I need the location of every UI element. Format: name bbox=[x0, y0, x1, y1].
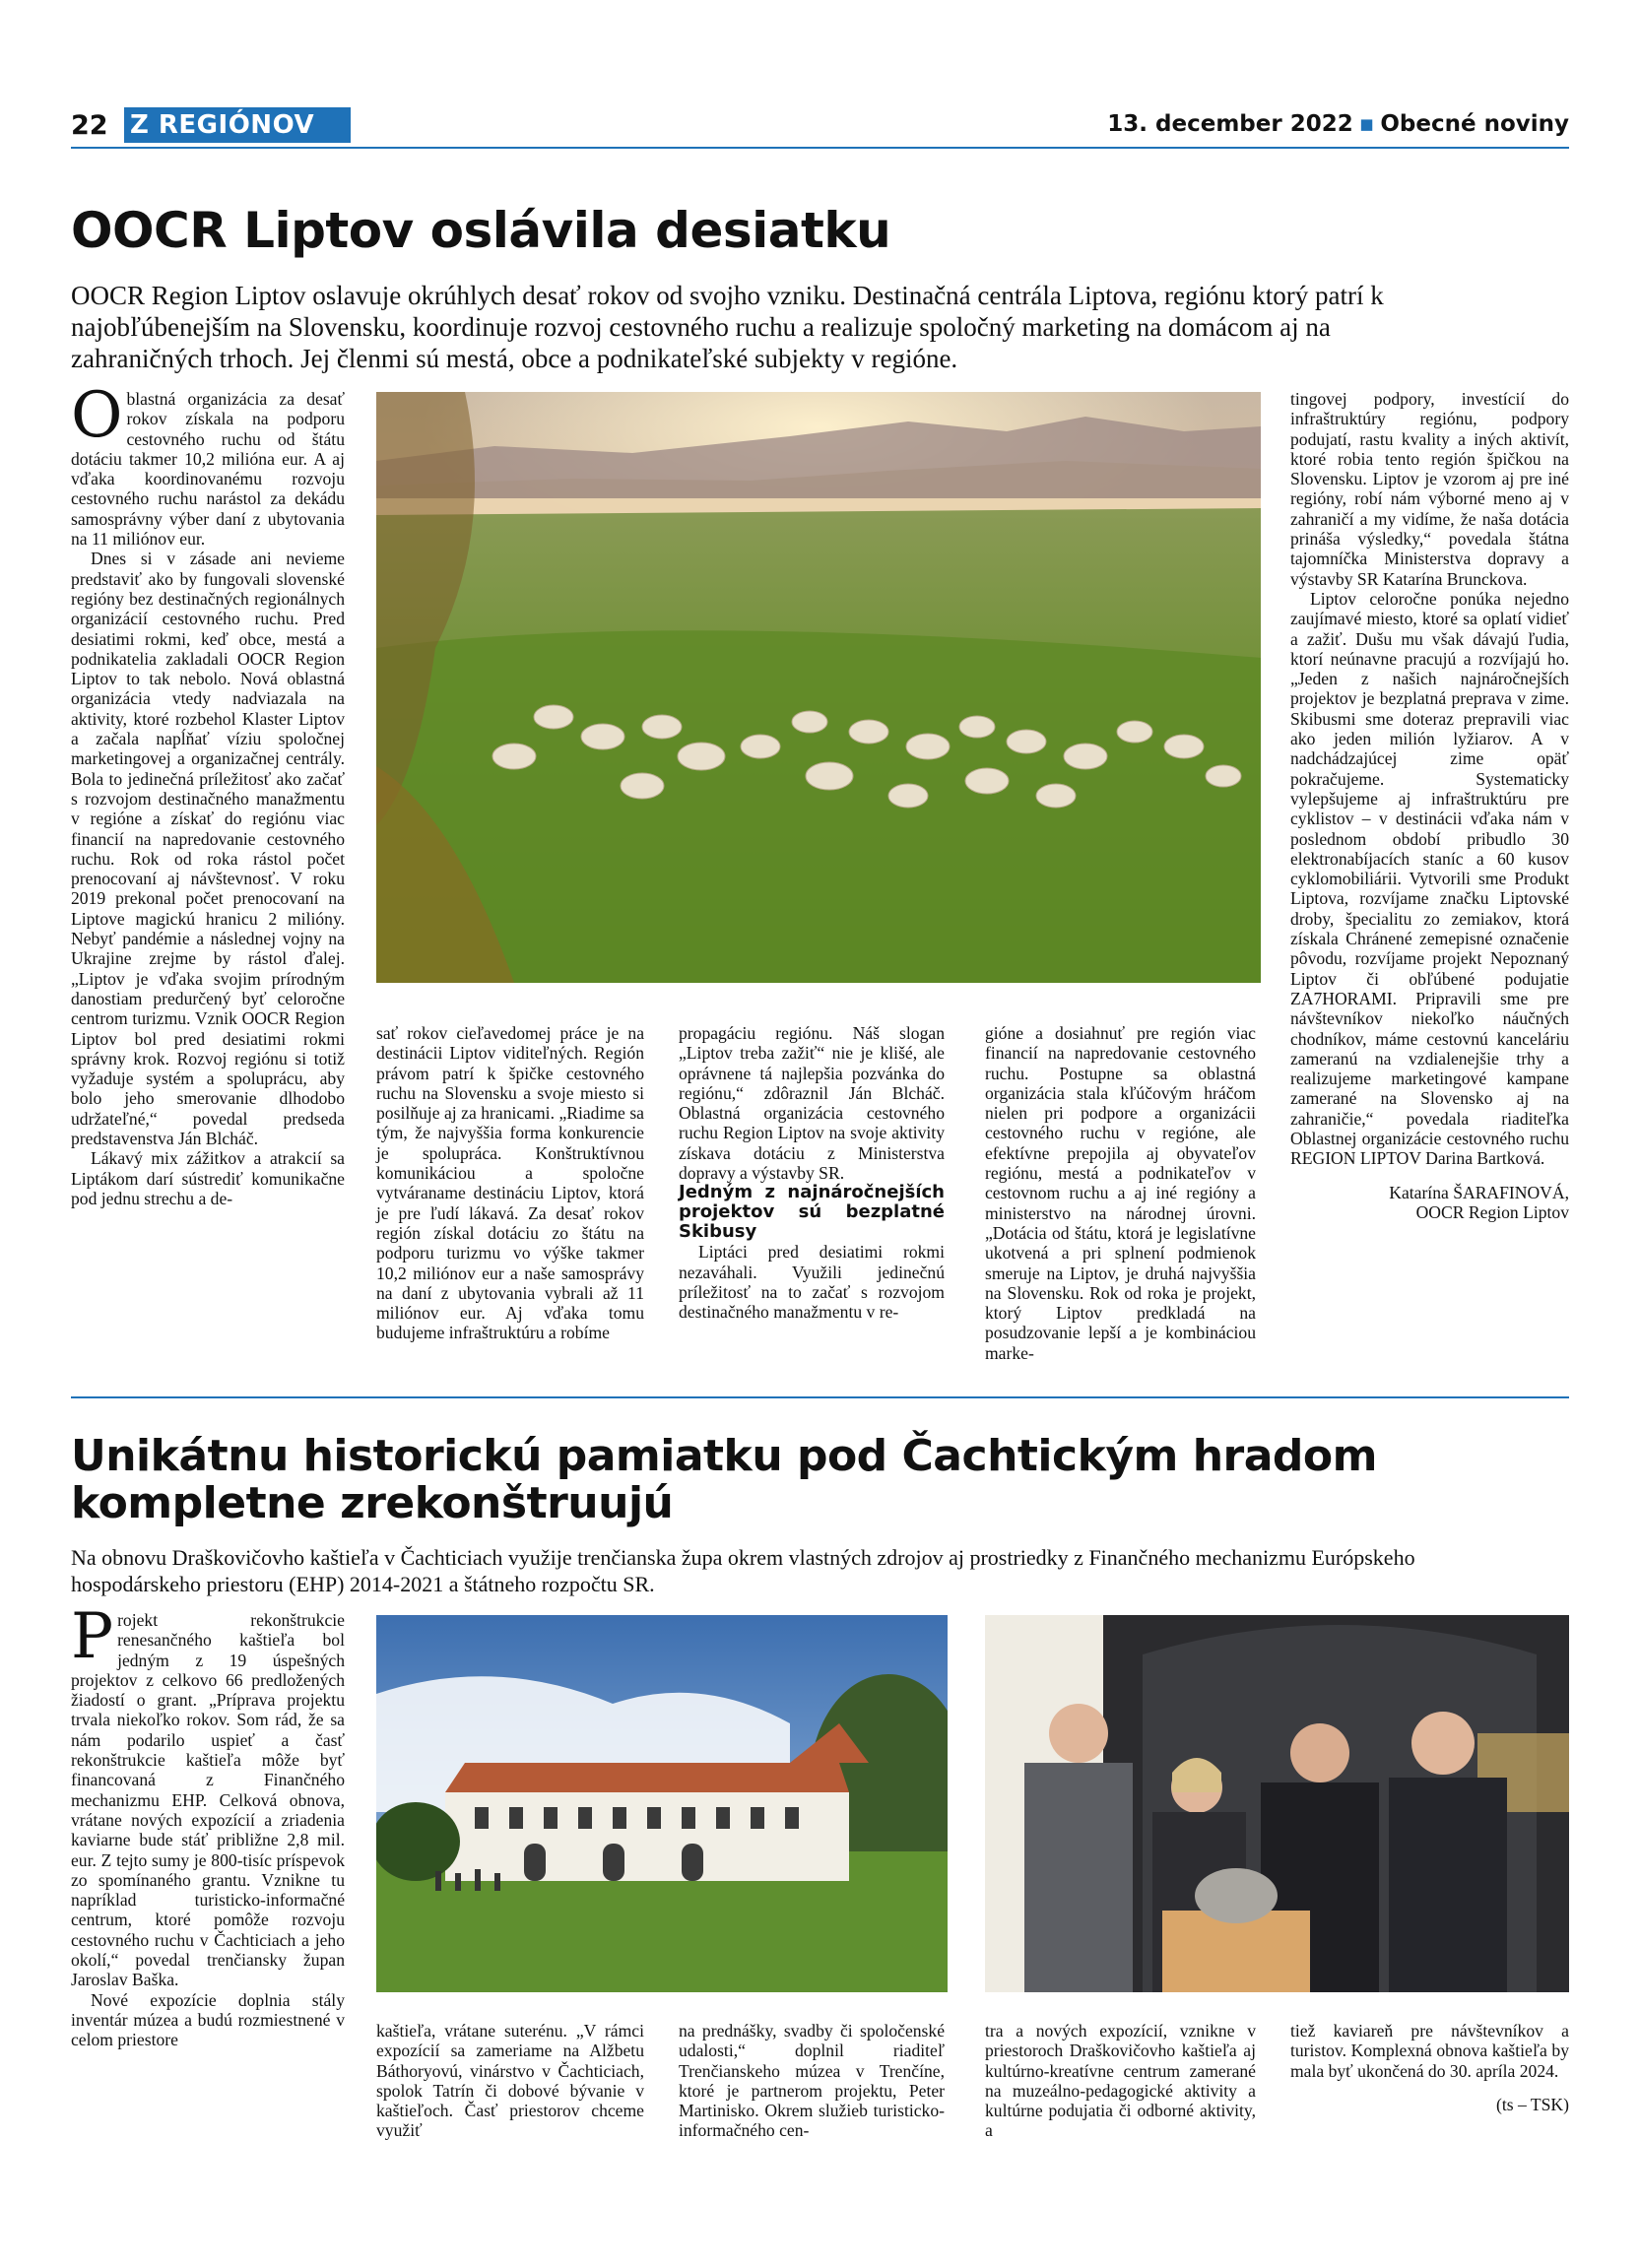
article1-byline bbox=[1290, 1183, 1569, 1223]
photo-officials-graphic bbox=[985, 1615, 1569, 1992]
article1-col4-text: gióne a dosiahnuť pre región viac financií na napredovanie cestovného ruchu. Postupne sa oblastná organizácia stala kľúčovým hráčom nielen pri podpore a organizácii cestovného ruchu v regióne, ale efektívne prepojila aj obyvateľov regiónu, mestá a podnikateľov v cestovnom ruchu a aj iné regióny a ministerstvo na národnej úrovni. „Dotácia od štátu, ktorá je legislatívne ukotvená a pri splnení podmienok smeruje na Liptov, je druhá najvyššia na Slovensku. Rok od roka je projekt, ktorý Liptov predkladá na posudzovanie lepší a je kombináciou marke- bbox=[985, 1023, 1256, 1363]
article1-col3-text-b: Liptáci pred desiatimi rokmi nezaváhali. Využili jedinečnú príležitosť na to začať s rozvojom destinačného manažmentu v re- bbox=[679, 1242, 945, 1323]
article1-subhead: Jedným z najnáročnejších projektov sú bezplatné Skibusy bbox=[679, 1182, 945, 1243]
article2-column-5 bbox=[1290, 2021, 1569, 2114]
byline-organization: OOCR Region Liptov bbox=[1415, 1201, 1569, 1222]
article1-column-1 bbox=[71, 379, 345, 1208]
masthead-info bbox=[1107, 111, 1569, 137]
article1-column-4 bbox=[985, 1023, 1256, 1363]
article2-column-3 bbox=[679, 2021, 945, 2141]
article1-col5-p1: tingovej podpory, investícií do infraštruktúry regiónu, podpory podujatí, rastu kvality a iných aktivít, ktoré robia tento región špičkou na Slovensku. Liptov je vzorom aj pre iné regióny, robí nám výborné meno aj v zahraničí a my vidíme, že naša dotácia prináša výsledky,“ povedala štátna tajomníčka Ministerstva dopravy a výstavby SR Katarína Brunckova. bbox=[1290, 389, 1569, 589]
article2-title-line1: Unikátnu historickú pamiatku pod Čachtickým hradom bbox=[71, 1431, 1377, 1481]
article1-lead: OOCR Region Liptov oslavuje okrúhlych desať rokov od svojho vzniku. Destinačná centrála Liptova, regiónu ktorý patrí k najobľúbenejším na Slovensku, koordinuje rozvoj cestovného ruchu a realizuje spoločný marketing na domácom aj na zahraničných trhoch. Jej členmi sú mestá, obce a podnikateľské subjekty v regióne. bbox=[71, 281, 1384, 373]
article2-title-line2: kompletne zrekonštruujú bbox=[71, 1478, 674, 1528]
article2-column-2 bbox=[376, 2021, 644, 2141]
photo-officials-foundation-stone bbox=[985, 1615, 1569, 1992]
article2-column-1 bbox=[71, 1600, 345, 2050]
photo-liptov-graphic bbox=[376, 392, 1261, 983]
drop-cap: O bbox=[71, 379, 123, 452]
separator-dot: ▪ bbox=[1358, 111, 1375, 137]
article1-col1-p1: blastná organizácia za desať rokov získala na podporu cestovného ruchu od štátu dotáciu takmer 10,2 milióna eur. A aj vďaka koordinovanému rozvoju cestovného ruchu narástol za dekádu samosprávny výber daní z ubytovania na 11 miliónov eur. bbox=[71, 389, 345, 550]
article1-col1-p2: Dnes si v zásade ani nevieme predstaviť ako by fungovali slovenské regióny bez destinačných regionálnych organizácií cestovného ruchu. Pred desiatimi rokmi, keď obce, mestá a podnikatelia zakladali OOCR Region Liptov to tak nebolo. Nová oblastná organizácia vtedy nadviazala na aktivity, ktoré rozbehol Klaster Liptov a začala napĺňať víziu spoločnej marketingovej a organizačnej centrály. Bola to jedinečná príležitosť ako začať s rozvojom destinačného manažmentu v regióne a získať do regiónu viac financií na napredovanie cestovného ruchu. Rok od roka rástol počet prenocovaní aj návštevnosť. V roku 2019 prekonal počet prenocovaní na Liptove magickú hranicu 2 milióny. Nebyť pandémie a následnej vojny na Ukrajine zrejme by rástol ďalej. „Liptov je vďaka svojim prírodným danostiam predurčený byť celoročne centrom turizmu. Vznik OOCR Region Liptov bol pred desiatimi rokmi správny krok. Rozvoj regiónu si totiž vyžaduje systém a spoluprácu, aby bolo jeho smerovanie dlhodobo udržateľné,“ povedal predseda predstavenstva Ján Blcháč. bbox=[71, 549, 345, 1148]
photo-manor-graphic bbox=[376, 1615, 948, 1992]
article2-column-4 bbox=[985, 2021, 1256, 2141]
article2-col4-text: tra a nových expozícií, vznikne v priestoroch Draškovičovho kaštieľa aj kultúrno-kreatívne centrum zamerané na muzeálno-pedagogické aktivity a kultúrne podujatia či odborné aktivity, a bbox=[985, 2021, 1256, 2141]
photo-liptov-sheep-meadow bbox=[376, 392, 1261, 983]
article1-col1-p3: Lákavý mix zážitkov a atrakcií sa Liptákom darí sústrediť komunikačne pod jednu strechu a de- bbox=[71, 1148, 345, 1208]
header-rule bbox=[71, 147, 1569, 149]
article2-col2-text: kaštieľa, vrátane suterénu. „V rámci expozícií sa zameriame na Alžbetu Báthoryovú, vinárstvo v Čachticiach, spolok Tatrín či dobové bývanie v kaštieľoch. Časť priestorov chceme využiť bbox=[376, 2021, 644, 2141]
section-label: Z REGIÓNOV bbox=[124, 107, 351, 143]
article1-col3-text-a: propagáciu regiónu. Náš slogan „Liptov treba zažiť“ nie je klišé, ale oprávnene tá najlepšia pozvánka do regiónu,“ zdôraznil Ján Blcháč. Oblastná organizácia cestovného ruchu Region Liptov na svoje aktivity získava dotáciu z Ministerstva dopravy a výstavby SR. bbox=[679, 1023, 945, 1184]
article2-lead: Na obnovu Draškovičovho kaštieľa v Čachticiach využije trenčianska župa okrem vlastných zdrojov aj prostriedky z Finančného mechanizmu Európskeho hospodárskeho priestoru (EHP) 2014-2021 a štátneho rozpočtu SR. bbox=[71, 1545, 1415, 1596]
photo-draskovic-manor bbox=[376, 1615, 948, 1992]
article1-column-3 bbox=[679, 1023, 945, 1323]
issue-date: 13. december 2022 bbox=[1107, 111, 1353, 137]
article1-col5-p2: Liptov celoročne ponúka nejedno zaujímavé miesto, ktoré sa oplatí vidieť a zažiť. Dušu mu však dávajú ľudia, ktorí neúnavne pracujú a rozvíjajú ho. „Jeden z našich najnáročnejších projektov je bezplatná preprava v zime. Skibusmi sme doteraz prepravili viac ako jeden milión lyžiarov. A v nadchádzajúcej zime opäť pokračujeme. Systematicky vylepšujeme aj infraštruktúru pre cyklistov – v destinácii vďaka nám v poslednom období pribudlo 30 elektronabíjacích staníc a 60 kusov cyklomobiliárii. Vytvorili sme Produkt Liptova, rozvíjame značku Liptovské droby, špecialitu zo zemiakov, ktorá získala Chránené zemepisné označenie pôvodu, rozvíjame projekt Nepoznaný Liptov či obľúbené podujatie ZA7HORAMI. Pripravili sme pre návštevníkov niekoľko náučných chodníkov, máme cestovnú kanceláriu zameranú na vzdialenejšie trhy a realizujeme marketingové kampane zamerané na Slovensko aj na zahraničie,“ povedala riaditeľka Oblastnej organizácie cestovného ruchu REGION LIPTOV Darina Bartková. bbox=[1290, 588, 1569, 1169]
article-divider bbox=[71, 1396, 1569, 1398]
article2-col1-p2: Nové expozície doplnia stály inventár múzea a budú rozmiestnené v celom priestore bbox=[71, 1989, 345, 2050]
article1-column-5 bbox=[1290, 389, 1569, 1222]
article2-title bbox=[71, 1433, 1548, 1527]
article1-col2-text: sať rokov cieľavedomej práce je na destinácii Liptov viditeľných. Región právom patrí k špičke cestovného ruchu na Slovensku a svoje miesto si posilňuje aj za hranicami. „Riadime sa tým, že najvyššia forma konkurencie je spolupráca. Konštruktívnou komunikáciou a spoločne vytváraname destináciu Liptov, ktorá je pre ľudí lákavá. Za desať rokov región získal dotáciu zo štátu na podporu turizmu vo výške takmer 10,2 miliónov eur a naše samosprávy na daní z ubytovania vybrali až 11 miliónov eur. Aj vďaka tomu budujeme infraštruktúru a robíme bbox=[376, 1023, 644, 1343]
publication-name: Obecné noviny bbox=[1380, 111, 1569, 137]
article2-col3-text: na prednášky, svadby či spoločenské udalosti,“ doplnil riaditeľ Trenčianskeho múzea v Trenčíne, ktoré je partnerom projektu, Peter Martinisko. Okrem služieb turisticko-informačného cen- bbox=[679, 2021, 945, 2141]
article2-col1-p1: rojekt rekonštrukcie renesančného kaštieľa bol jedným z 19 úspešných projektov z celkovo 66 predložených žiadostí o grant. „Príprava projektu trvala niekoľko rokov. Som rád, že sa nám podarilo uspieť a časť rekonštrukcie kaštieľa môže byť financovaná z Finančného mechanizmu EHP. Celková obnova, vrátane nových expozícií a zriadenia kaviarne bude stáť približne 2,8 mil. eur. Z tejto sumy je 800-tisíc príspevok zo spomínaného grantu. Vznikne tu napríklad turisticko-informačné centrum, ktoré pomôže rozvoju cestovného ruchu v Čachticiach a jeho okolí,“ povedal trenčiansky župan Jaroslav Baška. bbox=[71, 1610, 345, 1990]
article1-column-2 bbox=[376, 1023, 644, 1343]
article2-byline: (ts – TSK) bbox=[1496, 2094, 1569, 2114]
page-number: 22 bbox=[71, 110, 108, 141]
drop-cap-p: P bbox=[71, 1600, 114, 1673]
article1-title: OOCR Liptov oslávila desiatku bbox=[71, 202, 891, 259]
byline-author: Katarína ŠARAFINOVÁ, bbox=[1389, 1182, 1569, 1202]
article2-col5-text: tiež kaviareň pre návštevníkov a turistov. Komplexná obnova kaštieľa by mala byť ukončená do 30. apríla 2024. bbox=[1290, 2021, 1569, 2081]
